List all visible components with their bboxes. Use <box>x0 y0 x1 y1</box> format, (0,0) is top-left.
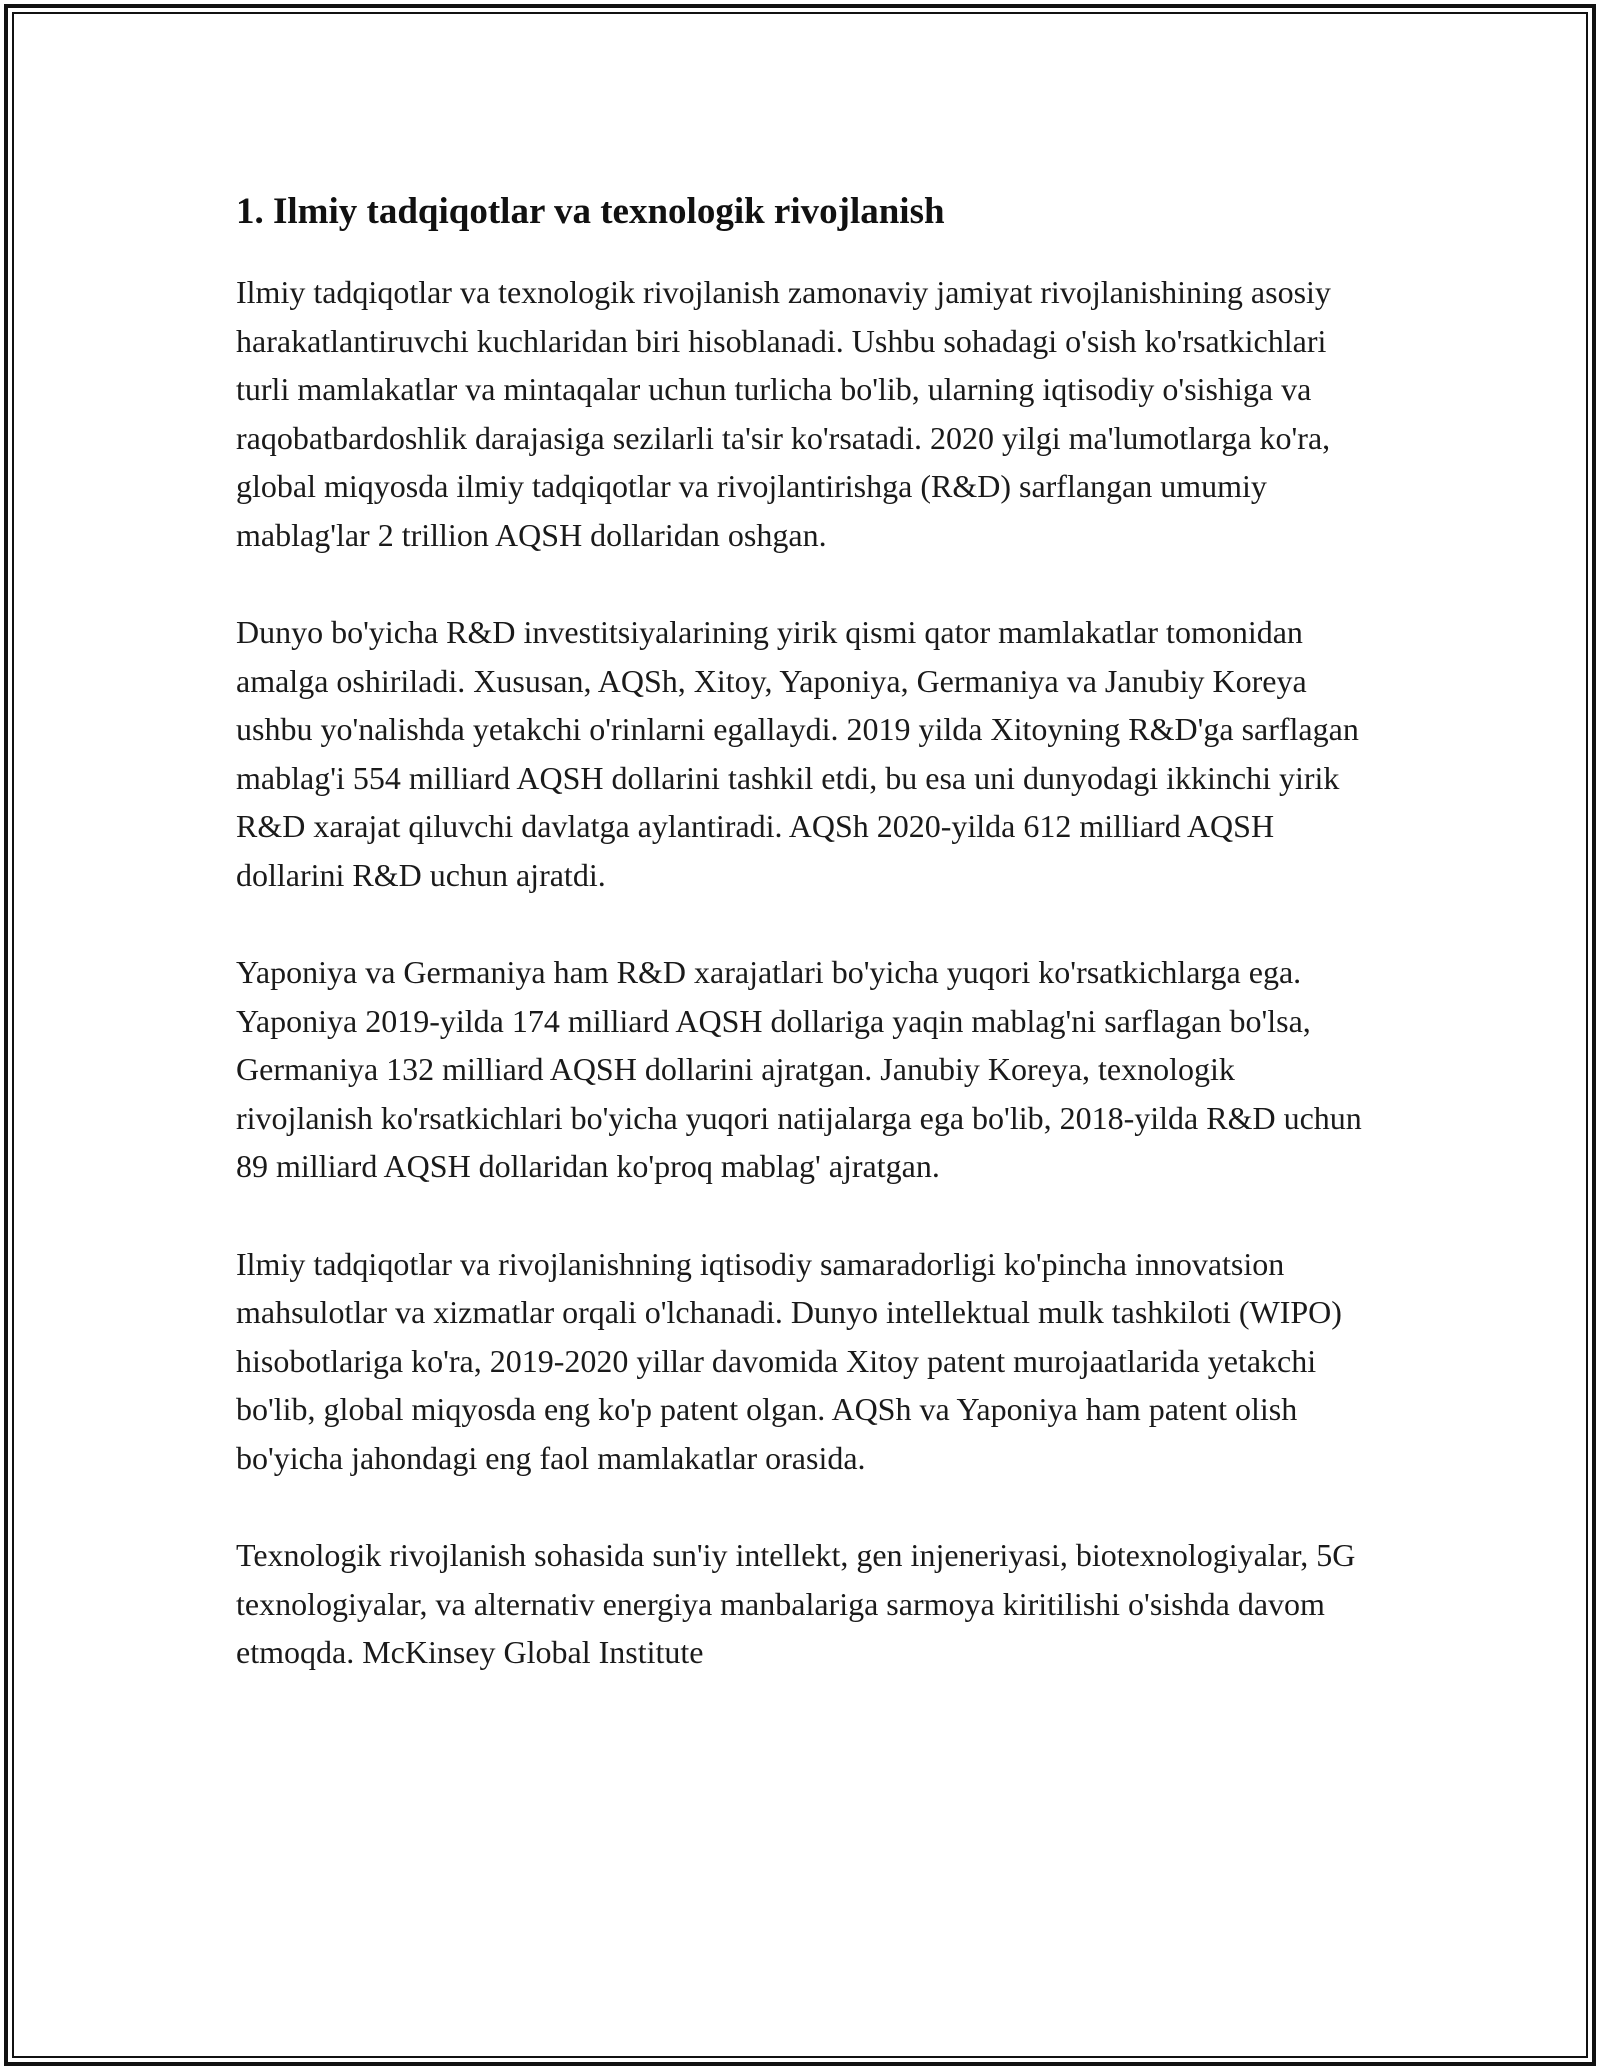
document-body <box>236 186 1366 1726</box>
paragraph-rd-overview: Ilmiy tadqiqotlar va texnologik rivojlanish zamonaviy jamiyat rivojlanishining asosiy harakatlantiruvchi kuchlaridan biri hisoblanadi. Ushbu sohadagi o'sish ko'rsatkichlari turli mamlakatlar va mintaqalar uchun turlicha bo'lib, ularning iqtisodiy o'sishiga va raqobatbardoshlik darajasiga sezilarli ta'sir ko'rsatadi. 2020 yilgi ma'lumotlarga ko'ra, global miqyosda ilmiy tadqiqotlar va rivojlantirishga (R&D) sarflangan umumiy mablag'lar 2 trillion AQSH dollaridan oshgan. <box>236 274 1331 553</box>
section-heading: 1. Ilmiy tadqiqotlar va texnologik rivojlanish <box>236 191 945 232</box>
paragraph-japan-germany-korea: Yaponiya va Germaniya ham R&D xarajatlari bo'yicha yuqori ko'rsatkichlarga ega. Yaponiya 2019-yilda 174 milliard AQSH dollariga yaqin mablag'ni sarflagan bo'lsa, Germaniya 132 milliard AQSH dollarini ajratgan. Janubiy Koreya, texnologik rivojlanish ko'rsatkichlari bo'yicha yuqori natijalarga ega bo'lib, 2018-yilda R&D uchun 89 milliard AQSH dollaridan ko'proq mablag' ajratgan. <box>236 954 1362 1184</box>
paragraph-technology-trends: Texnologik rivojlanish sohasida sun'iy intellekt, gen injeneriyasi, biotexnologiyalar, 5G texnologiyalar, va alternativ energiya manbalariga sarmoya kiritilishi o'sishda davom etmoqda. McKinsey Global Institute <box>236 1537 1356 1670</box>
paragraph-rd-leading-countries: Dunyo bo'yicha R&D investitsiyalarining yirik qismi qator mamlakatlar tomonidan amalga oshiriladi. Xususan, AQSh, Xitoy, Yaponiya, Germaniya va Janubiy Koreya ushbu yo'nalishda yetakchi o'rinlarni egallaydi. 2019 yilda Xitoyning R&D'ga sarflagan mablag'i 554 milliard AQSH dollarini tashkil etdi, bu esa uni dunyodagi ikkinchi yirik R&D xarajat qiluvchi davlatga aylantiradi. AQSh 2020-yilda 612 milliard AQSH dollarini R&D uchun ajratdi. <box>236 614 1359 893</box>
paragraph-patents: Ilmiy tadqiqotlar va rivojlanishning iqtisodiy samaradorligi ko'pincha innovatsion mahsulotlar va xizmatlar orqali o'lchanadi. Dunyo intellektual mulk tashkiloti (WIPO) hisobotlariga ko'ra, 2019-2020 yillar davomida Xitoy patent murojaatlarida yetakchi bo'lib, global miqyosda eng ko'p patent olgan. AQSh va Yaponiya ham patent olish bo'yicha jahondagi eng faol mamlakatlar orasida. <box>236 1245 1342 1476</box>
